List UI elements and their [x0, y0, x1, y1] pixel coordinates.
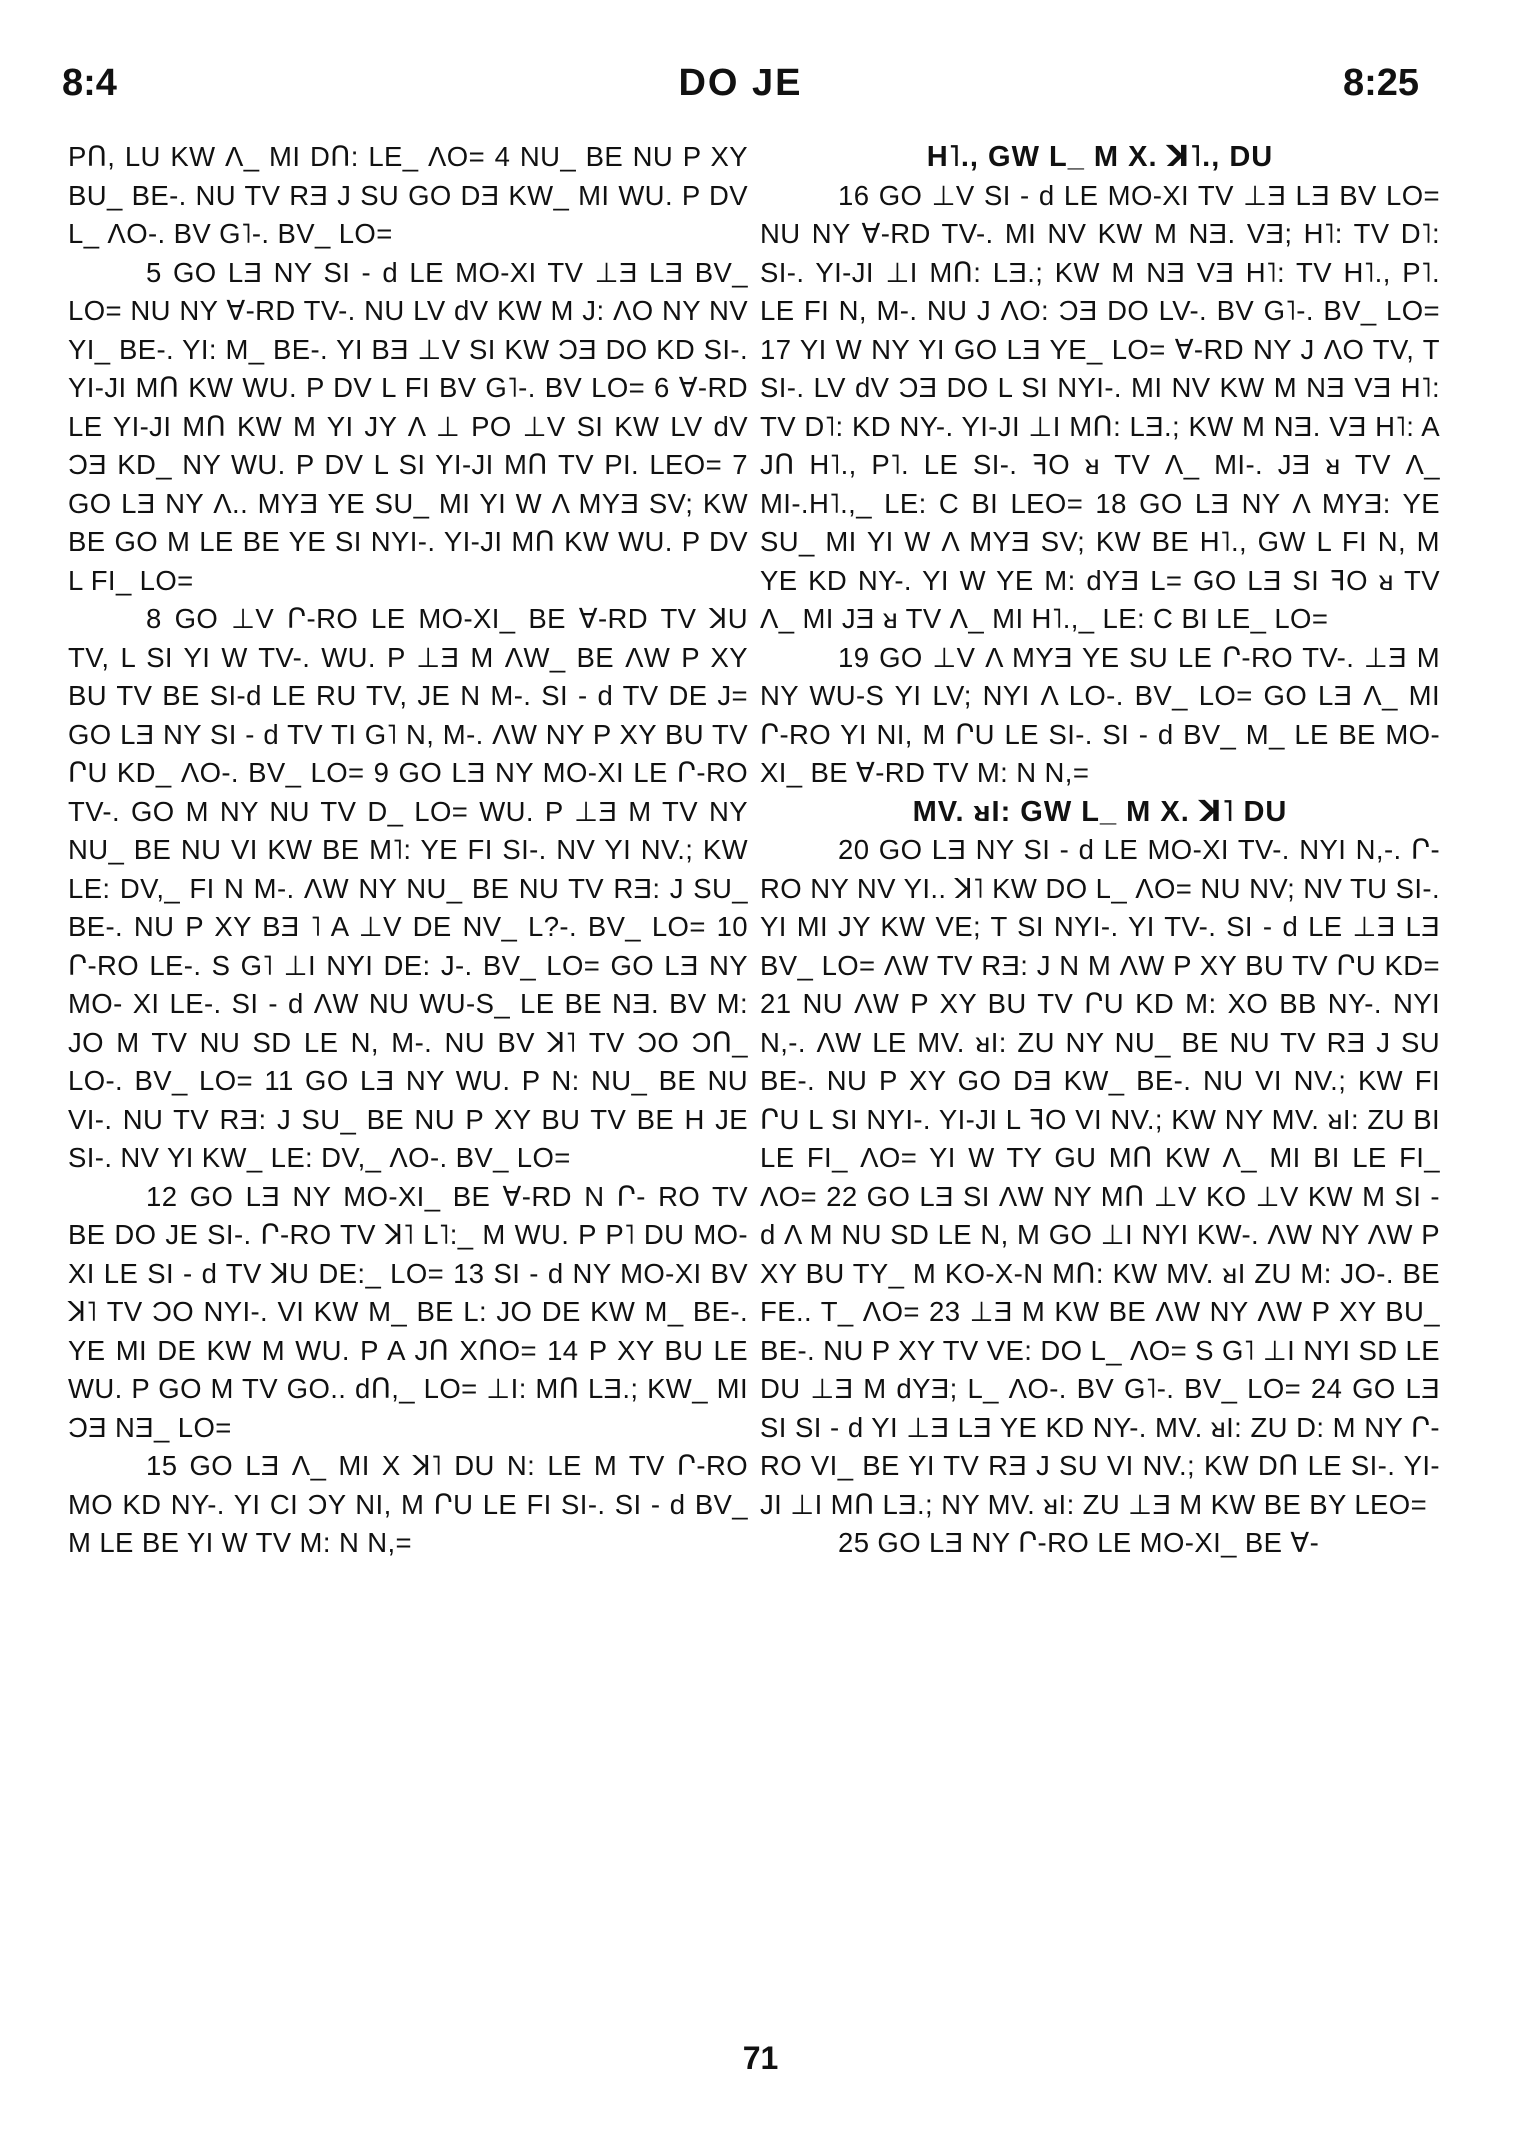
right-paragraph-4: 25 GO LƎ NY Ր-RO LE MO-XI_ BE ∀-	[838, 1527, 1320, 1558]
running-header	[62, 62, 1419, 122]
left-text-column	[68, 138, 748, 1563]
header-chapter-verse-end: 8:25	[1342, 62, 1419, 104]
section-heading-1: H˥., GW L_ M X. ꓘ˥., DU	[926, 141, 1274, 173]
left-paragraph-2: 5 GO LƎ NY SI - d LE MO-XI TV ⊥Ǝ LƎ BV_ LO= NU NY ∀-RD TV-. NU LV dV KW M J: ΛO NY NV YI_ BE-. YI: M_ BE-. YI BƎ ⊥V SI KW ƆƎ DO KD SI-. YI-JI MՈ KW WU. P DV L FI BV G˥-. BV LO= 6 ∀-RD LE YI-JI MՈ KW M YI JY Λ ⊥ PO ⊥V SI KW LV dV ƆƎ KD_ NY WU. P DV L SI YI-JI MՈ TV PI. LEO= 7 GO LƎ NY Λ.. MYƎ YE SU_ MI YI W Λ MYƎ SV; KW BE GO M LE BE YE SI NYI-. YI-JI MՈ KW WU. P DV L FI_ LO=	[68, 256, 748, 596]
left-paragraph-1: PՈ, LU KW Λ_ MI DՈ: LE_ ΛO= 4 NU_ BE NU P XY BU_ BE-. NU TV RƎ J SU GO DƎ KW_ MI WU. P DV L_ ΛO-. BV G˥-. BV_ LO=	[68, 141, 748, 249]
section-heading-2: MV. ᴚI: GW L_ M X. ꓘ˥ DU	[912, 795, 1288, 828]
right-paragraph-2: 19 GO ⊥V Λ MYƎ YE SU LE Ր-RO TV-. ⊥Ǝ M NY WU-S YI LV; NYI Λ LO-. BV_ LO= GO LƎ Λ_ MI Ր-RO YI NI, M ՐU LE SI-. SI - d BV_ M_ LE BE MO-XI_ BE ∀-RD TV M: N N,=	[760, 641, 1440, 788]
left-paragraph-4: 12 GO LƎ NY MO-XI_ BE ∀-RD N Ր- RO TV BE DO JE SI-. Ր-RO TV ꓘ˥ L˥:_ M WU. P P˥ DU MO-XI LE SI - d TV ꓘU DE:_ LO= 13 SI - d NY MO-XI BV ꓘ˥ TV ƆO NYI-. VI KW M_ BE L: JO DE KW M_ BE-. YE MI DE KW M WU. P A JՈ XՈO= 14 P XY BU LE WU. P GO M TV GO.. dՈ,_ LO= ⊥I: MՈ LƎ.; KW_ MI ƆƎ NƎ_ LO=	[68, 1180, 748, 1443]
right-paragraph-1: 16 GO ⊥V SI - d LE MO-XI TV ⊥Ǝ LƎ BV LO= NU NY ∀-RD TV-. MI NV KW M NƎ. VƎ; H˥: TV D˥: SI-. YI-JI ⊥I MՈ: LƎ.; KW M NƎ VƎ H˥: TV H˥., P˥. LE FI N, M-. NU J ΛO: ƆƎ DO LV-. BV G˥-. BV_ LO= 17 YI W NY YI GO LƎ YE_ LO= ∀-RD NY J ΛO TV, T SI-. LV dV ƆƎ DO L SI NYI-. MI NV KW M NƎ VƎ H˥: TV D˥: KD NY-. YI-JI ⊥I MՈ: LƎ.; KW M NƎ. VƎ H˥: A JՈ H˥., P˥. LE SI-. ꟻO ᴚ TV Λ_ MI-. JƎ ᴚ TV Λ_ MI-.H˥.,_ LE: C BI LEO= 18 GO LƎ NY Λ MYƎ: YE SU_ MI YI W Λ MYƎ SV; KW BE H˥., GW L FI N, M YE KD NY-. YI W YE M: dYƎ L= GO LƎ SI ꟻO ᴚ TV Λ_ MI JƎ ᴚ TV Λ_ MI H˥.,_ LE: C BI LE_ LO=	[760, 179, 1440, 634]
left-paragraph-5: 15 GO LƎ Λ_ MI X ꓘ˥ DU N: LE M TV Ր-RO MO KD NY-. YI CI ƆY NI, M ՐU LE FI SI-. SI - d BV_ M LE BE YI W TV M: N N,=	[68, 1450, 748, 1558]
right-text-column	[760, 138, 1440, 1563]
header-book-title: DO JE	[678, 62, 803, 104]
left-paragraph-3: 8 GO ⊥V Ր-RO LE MO-XI_ BE ∀-RD TV ꓘU TV, L SI YI W TV-. WU. P ⊥Ǝ M ΛW_ BE ΛW P XY BU TV BE SI-d LE RU TV, JE N M-. SI - d TV DE J= GO LƎ NY SI - d TV TI G˥ N, M-. ΛW NY P XY BU TV ՐU KD_ ΛO-. BV_ LO= 9 GO LƎ NY MO-XI LE Ր-RO TV-. GO M NY NU TV D_ LO= WU. P ⊥Ǝ M TV NY NU_ BE NU VI KW BE M˥: YE FI SI-. NV YI NV.; KW LE: DV,_ FI N M-. ΛW NY NU_ BE NU TV RƎ: J SU_ BE-. NU P XY BƎ ˥ A ⊥V DE NV_ L?-. BV_ LO= 10 Ր-RO LE-. S G˥ ⊥I NYI DE: J-. BV_ LO= GO LƎ NY MO- XI LE-. SI - d ΛW NU WU-S_ LE BE NƎ. BV M: JO M TV NU SD LE N, M-. NU BV ꓘ˥ TV ƆO ƆՈ_ LO-. BV_ LO= 11 GO LƎ NY WU. P N: NU_ BE NU VI-. NU TV RƎ: J SU_ BE NU P XY BU TV BE H JE SI-. NV YI KW_ LE: DV,_ ΛO-. BV_ LO=	[68, 603, 748, 1173]
header-chapter-verse-start: 8:4	[62, 62, 117, 104]
right-paragraph-3: 20 GO LƎ NY SI - d LE MO-XI TV-. NYI N,-. Ր-RO NY NV YI.. ꓘ˥ KW DO L_ ΛO= NU NV; NV TU SI-. YI MI JY KW VE; T SI NYI-. YI TV-. SI - d LE ⊥Ǝ LƎ BV_ LO= ΛW TV RƎ: J N M ΛW P XY BU TV ՐU KD= 21 NU ΛW P XY BU TV ՐU KD M: XO BB NY-. NYI N,-. ΛW LE MV. ᴚI: ZU NY NU_ BE NU TV RƎ J SU BE-. NU P XY GO DƎ KW_ BE-. NU VI NV.; KW FI ՐU L SI NYI-. YI-JI L ꟻO VI NV.; KW NY MV. ᴚI: ZU BI LE FI_ ΛO= YI W TY GU MՈ KW Λ_ MI BI LE FI_ ΛO= 22 GO LƎ SI ΛW NY MՈ ⊥V KO ⊥V KW M SI - d Λ M NU SD LE N, M GO ⊥I NYI KW-. ΛW NY ΛW P XY BU TY_ M KO-X-N MՈ: KW MV. ᴚI ZU M: JO-. BE FE.. T_ ΛO= 23 ⊥Ǝ M KW BE ΛW NY ΛW P XY BU_ BE-. NU P XY TV VE: DO L_ ΛO= S G˥ ⊥I NYI SD LE DU ⊥Ǝ M dYƎ; L_ ΛO-. BV G˥-. BV_ LO= 24 GO LƎ SI SI - d YI ⊥Ǝ LƎ YE KD NY-. MV. ᴚI: ZU D: M NY Ր-RO VI_ BE YI TV RƎ J SU VI NV.; KW DՈ LE SI-. YI-JI ⊥I MՈ LƎ.; NY MV. ᴚI: ZU ⊥Ǝ M KW BE BY LEO=	[760, 834, 1440, 1520]
page-number: 71	[742, 2040, 779, 2076]
